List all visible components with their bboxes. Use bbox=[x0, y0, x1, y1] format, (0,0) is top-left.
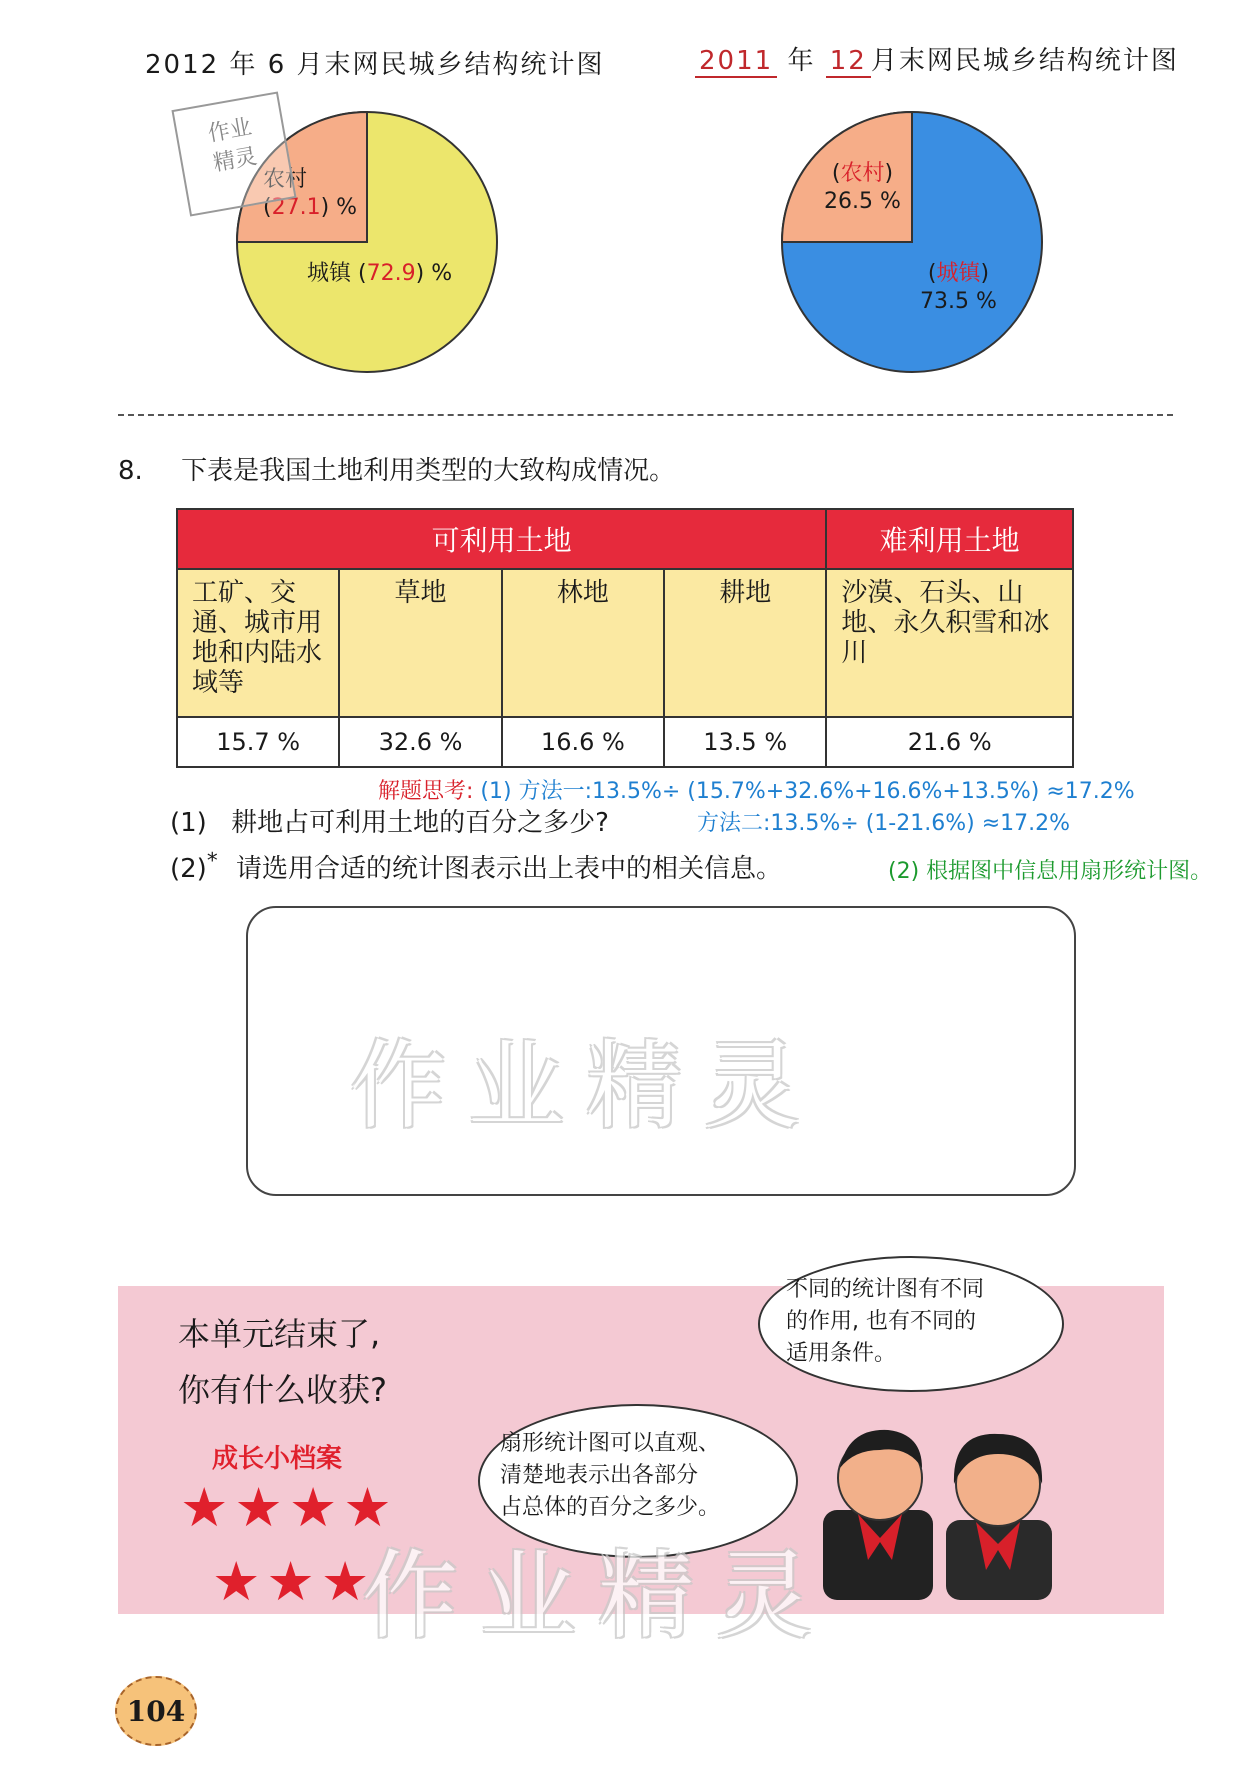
value-grassland: 32.6 % bbox=[339, 717, 501, 767]
right-rural-name: 农村 bbox=[840, 161, 885, 186]
bubble-top-line-1: 不同的统计图有不同 bbox=[786, 1277, 985, 1302]
right-chart-title-rest: 月末网民城乡结构统计图 bbox=[870, 46, 1179, 76]
summary-question bbox=[178, 1306, 387, 1418]
sub-question-2-number: (2) bbox=[170, 854, 207, 884]
speech-bubble-top-text bbox=[786, 1274, 984, 1370]
question-8-number: 8. bbox=[118, 456, 143, 486]
girl-body bbox=[946, 1520, 1052, 1600]
answer-prefix: 解题思考: bbox=[378, 779, 474, 804]
sub-question-2-star: * bbox=[206, 848, 218, 874]
right-chart-title bbox=[695, 40, 1179, 77]
page-number-badge bbox=[115, 1676, 197, 1746]
right-pie-urban-label bbox=[920, 260, 997, 316]
right-urban-name: 城镇 bbox=[936, 261, 981, 286]
question-8-title bbox=[118, 450, 675, 487]
category-industrial: 工矿、交通、城市用地和内陆水域等 bbox=[177, 569, 339, 717]
category-desert: 沙漠、石头、山地、永久积雪和冰川 bbox=[826, 569, 1073, 717]
answer-method-2: 方法二:13.5%÷ (1-21.6%) ≈17.2% bbox=[697, 811, 1071, 836]
speech-bubble-middle-text bbox=[500, 1428, 720, 1524]
left-urban-value: 72.9 bbox=[366, 261, 416, 286]
value-industrial: 15.7 % bbox=[177, 717, 339, 767]
stars-row-1: ★★★★ bbox=[180, 1476, 398, 1539]
left-rural-unit: % bbox=[336, 195, 358, 220]
value-desert: 21.6 % bbox=[826, 717, 1073, 767]
right-chart-title-mid: 年 bbox=[787, 46, 816, 76]
left-rural-name: 农村 bbox=[263, 167, 308, 192]
table-header-row bbox=[177, 509, 1073, 569]
left-pie-urban-label bbox=[307, 260, 452, 288]
bubble-top-line-3: 适用条件。 bbox=[786, 1341, 897, 1366]
answer-method-1 bbox=[378, 774, 1135, 805]
watermark-bottom: 作业精灵 bbox=[362, 1540, 834, 1652]
section-divider bbox=[118, 414, 1173, 416]
table-category-row bbox=[177, 569, 1073, 717]
left-chart-title: 2012 年 6 月末网民城乡结构统计图 bbox=[145, 50, 605, 80]
stars-row-2: ★★★ bbox=[212, 1550, 376, 1613]
page-number: 104 bbox=[126, 1694, 186, 1728]
left-urban-name: 城镇 bbox=[307, 261, 352, 286]
bubble-mid-line-2: 清楚地表示出各部分 bbox=[500, 1463, 699, 1488]
left-rural-paren-open: ( bbox=[263, 195, 272, 220]
right-chart-title-year: 2011 bbox=[695, 46, 777, 78]
summary-line-2: 你有什么收获? bbox=[178, 1371, 387, 1409]
answer-2: (2) 根据图中信息用扇形统计图。 bbox=[888, 859, 1213, 884]
bubble-top-line-2: 的作用, 也有不同的 bbox=[786, 1309, 976, 1334]
stamp-line1: 作业 bbox=[206, 114, 254, 147]
category-cropland: 耕地 bbox=[664, 569, 826, 717]
left-urban-unit: % bbox=[431, 261, 453, 286]
children-illustration bbox=[818, 1410, 1058, 1600]
right-chart-title-month: 12 bbox=[826, 46, 871, 78]
sub-question-1 bbox=[170, 802, 609, 839]
right-urban-value: 73.5 % bbox=[920, 289, 997, 314]
stamp-line2: 精灵 bbox=[211, 144, 259, 177]
right-urban-paren-close: ) bbox=[980, 261, 990, 286]
table-value-row bbox=[177, 717, 1073, 767]
value-forest: 16.6 % bbox=[502, 717, 664, 767]
header-hard-land: 难利用土地 bbox=[826, 509, 1073, 569]
header-usable-land: 可利用土地 bbox=[177, 509, 826, 569]
category-grassland: 草地 bbox=[339, 569, 501, 717]
left-urban-paren-open: ( bbox=[358, 261, 367, 286]
sub-question-1-number: (1) bbox=[170, 808, 207, 838]
sub-question-2 bbox=[170, 848, 782, 885]
sub-question-2-text: 请选用合适的统计图表示出上表中的相关信息。 bbox=[235, 854, 782, 884]
left-urban-paren-close: ) bbox=[415, 261, 425, 286]
answer-method-1-text: (1) 方法一:13.5%÷ (15.7%+32.6%+16.6%+13.5%) ≈17.2% bbox=[480, 779, 1135, 804]
land-use-table bbox=[176, 508, 1074, 768]
value-cropland: 13.5 % bbox=[664, 717, 826, 767]
bubble-mid-line-1: 扇形统计图可以直观、 bbox=[500, 1431, 721, 1456]
stamp-logo bbox=[171, 91, 296, 216]
right-pie-rural-label bbox=[824, 160, 901, 216]
left-rural-paren-close: ) bbox=[320, 195, 330, 220]
right-rural-paren-open: ( bbox=[831, 161, 841, 186]
boy-body bbox=[823, 1510, 933, 1600]
growth-record-title: 成长小档案 bbox=[212, 1444, 343, 1474]
right-pie-chart bbox=[780, 108, 1045, 376]
question-8-text: 下表是我国土地利用类型的大致构成情况。 bbox=[181, 456, 676, 486]
watermark-middle: 作业精灵 bbox=[350, 1030, 822, 1142]
right-urban-paren-open: ( bbox=[927, 261, 937, 286]
bubble-mid-line-3: 占总体的百分之多少。 bbox=[500, 1495, 721, 1520]
summary-line-1: 本单元结束了, bbox=[178, 1315, 381, 1353]
right-rural-value: 26.5 % bbox=[824, 189, 901, 214]
left-rural-value: 27.1 bbox=[271, 195, 321, 220]
right-rural-paren-close: ) bbox=[884, 161, 894, 186]
sub-question-1-text: 耕地占可利用土地的百分之多少? bbox=[231, 808, 609, 838]
category-forest: 林地 bbox=[502, 569, 664, 717]
